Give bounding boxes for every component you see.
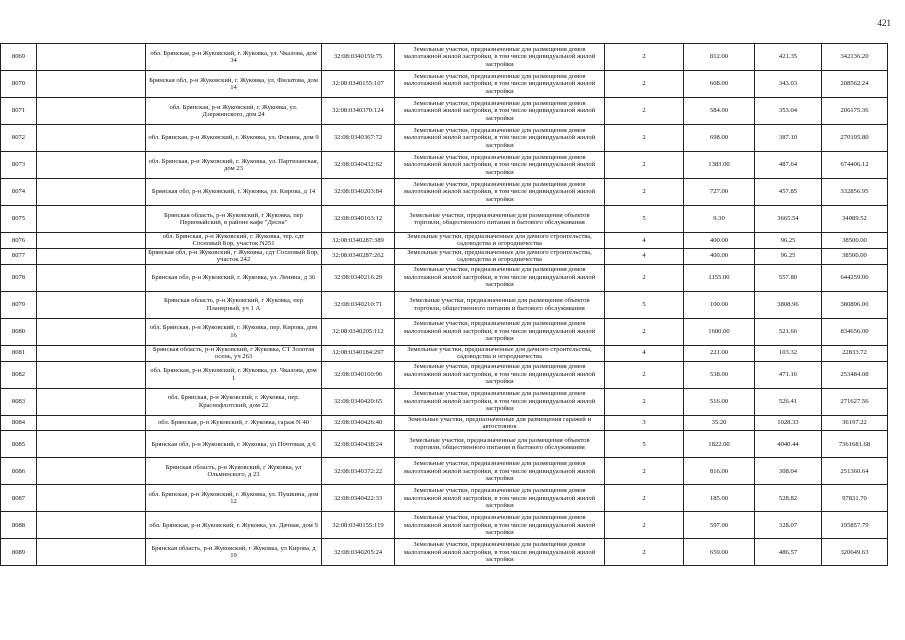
address-cell: Брянская обл, р-н Жуковский, г. Жуковка, ул. Кирова, д 14 (146, 179, 322, 206)
table-row (1, 458, 888, 485)
row-number-cell: 8071 (1, 98, 37, 125)
table-row (1, 98, 888, 125)
table-row (1, 485, 888, 512)
spacer-cell (37, 179, 146, 206)
address-cell: Брянская обл, р-н Жуковский, г Жуковка, сдт Сосновый Бор, участок 242 (146, 248, 322, 264)
land-use-cell: Земельные участки, предназначенные для размещения домов малоэтажной жилой застройки, в том числе индивидуальной жилой застройки (395, 361, 605, 388)
table-row (1, 233, 888, 249)
address-cell: обл. Брянская, р-н Жуковский, г. Жуковка, тер. сдт Сосновый Бор, участок N251 (146, 233, 322, 249)
group-cell: 3 (605, 415, 684, 431)
cadastral-value-cell: 208562.24 (822, 71, 888, 98)
spacer-cell (37, 388, 146, 415)
specific-value-cell: 471.16 (755, 361, 822, 388)
address-cell: Брянская область, р-н Жуковский, г Жуковка, ул Кирова, д 19 (146, 539, 322, 566)
spacer-cell (37, 512, 146, 539)
cadastral-number-cell: 32:08:0340420:65 (322, 388, 395, 415)
row-number-cell: 8078 (1, 264, 37, 291)
table-row (1, 248, 888, 264)
row-number-cell: 8086 (1, 458, 37, 485)
land-use-cell: Земельные участки, предназначенные для размещения домов малоэтажной жилой застройки, в том числе индивидуальной жилой застройки (395, 485, 605, 512)
area-cell: 597.00 (684, 512, 755, 539)
page-number: 421 (877, 18, 891, 28)
spacer-cell (37, 458, 146, 485)
cadastral-number-cell: 32:08:0340426:40 (322, 415, 395, 431)
spacer-cell (37, 264, 146, 291)
group-cell: 5 (605, 431, 684, 458)
table-row (1, 264, 888, 291)
spacer-cell (37, 291, 146, 318)
row-number-cell: 8083 (1, 388, 37, 415)
area-cell: 727.00 (684, 179, 755, 206)
address-cell: обл. Брянская, р-н Жуковский, г. Жуковка, ул. Дзержинского, дом 24 (146, 98, 322, 125)
area-cell: 185.00 (684, 485, 755, 512)
cadastral-number-cell: 32:08:0340203:84 (322, 179, 395, 206)
row-number-cell: 8075 (1, 206, 37, 233)
cadastral-value-cell: 38500.00 (822, 248, 888, 264)
area-cell: 812.00 (684, 44, 755, 71)
cadastral-value-cell: 206175.36 (822, 98, 888, 125)
row-number-cell: 8074 (1, 179, 37, 206)
group-cell: 2 (605, 179, 684, 206)
address-cell: обл. Брянская, р-н Жуковский, г. Жуковка, ул. Пушкина, дом 12 (146, 485, 322, 512)
land-use-cell: Земельные участки, предназначенные для размещения объектов торговли, общественного питания и бытового обслуживания (395, 291, 605, 318)
land-use-cell: Земельные участки, предназначенные для размещения домов малоэтажной жилой застройки, в том числе индивидуальной жилой застройки (395, 388, 605, 415)
row-number-cell: 8088 (1, 512, 37, 539)
cadastral-value-cell: 270195.80 (822, 125, 888, 152)
row-number-cell: 8080 (1, 318, 37, 345)
cadastral-value-cell: 36197.22 (822, 415, 888, 431)
table-row (1, 206, 888, 233)
row-number-cell: 8069 (1, 44, 37, 71)
area-cell: 400.00 (684, 248, 755, 264)
cadastral-number-cell: 32:08:0340432:62 (322, 152, 395, 179)
group-cell: 2 (605, 264, 684, 291)
area-cell: 9.30 (684, 206, 755, 233)
address-cell: Брянская обл, р-н Жуковский, г. Жуковка, ул Почтовая, д 6 (146, 431, 322, 458)
table-row (1, 388, 888, 415)
row-number-cell: 8081 (1, 345, 37, 361)
area-cell: 538.00 (684, 361, 755, 388)
area-cell: 221.00 (684, 345, 755, 361)
table-row (1, 152, 888, 179)
land-use-cell: Земельные участки, предназначенные для размещения домов малоэтажной жилой застройки, в том числе индивидуальной жилой застройки (395, 98, 605, 125)
cadastral-value-cell: 332856.95 (822, 179, 888, 206)
area-cell: 100.00 (684, 291, 755, 318)
specific-value-cell: 3665.54 (755, 206, 822, 233)
cadastral-number-cell: 32:08:0340155:119 (322, 512, 395, 539)
land-use-cell: Земельные участки, предназначенные для размещения объектов торговли, общественного питания и бытового обслуживания (395, 206, 605, 233)
group-cell: 2 (605, 361, 684, 388)
address-cell: Брянская область, р-н Жуковский, г Жуковка, ул Ольминского, д 23 (146, 458, 322, 485)
spacer-cell (37, 152, 146, 179)
group-cell: 2 (605, 152, 684, 179)
group-cell: 2 (605, 388, 684, 415)
land-use-cell: Земельные участки, предназначенные для размещения домов малоэтажной жилой застройки, в том числе индивидуальной жилой застройки (395, 125, 605, 152)
specific-value-cell: 1028.33 (755, 415, 822, 431)
cadastral-value-cell: 342136.20 (822, 44, 888, 71)
address-cell: обл. Брянская, р-н Жуковский, г. Жуковка, ул. Партизанская, дом 23 (146, 152, 322, 179)
address-cell: обл. Брянская, р-н Жуковский, г. Жуковка, ул. Чкалова, дом 1 (146, 361, 322, 388)
address-cell: обл. Брянская, р-н Жуковский, г. Жуковка, пер. Кирова, дом 16 (146, 318, 322, 345)
land-use-cell: Земельные участки, предназначенные для размещения гаражей и автостоянок (395, 415, 605, 431)
cadastral-value-cell: 380896.00 (822, 291, 888, 318)
table-row (1, 539, 888, 566)
address-cell: обл. Брянская, р-н Жуковский, г. Жуковка, ул. Фокина, дом 9 (146, 125, 322, 152)
spacer-cell (37, 539, 146, 566)
specific-value-cell: 343.03 (755, 71, 822, 98)
row-number-cell: 8085 (1, 431, 37, 458)
spacer-cell (37, 44, 146, 71)
cadastral-number-cell: 32:08:0340205:24 (322, 539, 395, 566)
area-cell: 698.00 (684, 125, 755, 152)
cadastral-value-cell: 674406.12 (822, 152, 888, 179)
spacer-cell (37, 485, 146, 512)
cadastral-number-cell: 32:08:0340159:75 (322, 44, 395, 71)
specific-value-cell: 3808.96 (755, 291, 822, 318)
cadastral-number-cell: 32:08:0340287:389 (322, 233, 395, 249)
cadastral-number-cell: 32:08:0340422:33 (322, 485, 395, 512)
land-use-cell: Земельные участки, предназначенные для размещения домов малоэтажной жилой застройки, в том числе индивидуальной жилой застройки (395, 44, 605, 71)
area-cell: 1600.00 (684, 318, 755, 345)
table-row (1, 125, 888, 152)
spacer-cell (37, 361, 146, 388)
cadastral-number-cell: 32:08:0340155:107 (322, 71, 395, 98)
area-cell: 400.00 (684, 233, 755, 249)
row-number-cell: 8087 (1, 485, 37, 512)
table-row (1, 318, 888, 345)
specific-value-cell: 486.57 (755, 539, 822, 566)
land-use-cell: Земельные участки, предназначенные для размещения домов малоэтажной жилой застройки, в том числе индивидуальной жилой застройки (395, 539, 605, 566)
cadastral-number-cell: 32:08:0340205:112 (322, 318, 395, 345)
land-use-cell: Земельные участки, предназначенные для размещения домов малоэтажной жилой застройки, в том числе индивидуальной жилой застройки (395, 152, 605, 179)
area-cell: 516.00 (684, 388, 755, 415)
specific-value-cell: 487.64 (755, 152, 822, 179)
cadastral-value-cell: 34089.52 (822, 206, 888, 233)
specific-value-cell: 457.85 (755, 179, 822, 206)
table-row (1, 179, 888, 206)
spacer-cell (37, 415, 146, 431)
group-cell: 5 (605, 206, 684, 233)
table-row (1, 361, 888, 388)
specific-value-cell: 4040.44 (755, 431, 822, 458)
specific-value-cell: 308.04 (755, 458, 822, 485)
row-number-cell: 8070 (1, 71, 37, 98)
land-use-cell: Земельные участки, предназначенные для размещения домов малоэтажной жилой застройки, в том числе индивидуальной жилой застройки (395, 179, 605, 206)
cadastral-number-cell: 32:08:0340438:24 (322, 431, 395, 458)
land-use-cell: Земельные участки, предназначенные для размещения домов малоэтажной жилой застройки, в том числе индивидуальной жилой застройки (395, 512, 605, 539)
table-row (1, 44, 888, 71)
specific-value-cell: 96.25 (755, 233, 822, 249)
table-row (1, 512, 888, 539)
area-cell: 1383.00 (684, 152, 755, 179)
group-cell: 2 (605, 485, 684, 512)
cadastral-number-cell: 32:08:0340184:297 (322, 345, 395, 361)
address-cell: обл. Брянская, р-н Жуковский, г. Жуковка, ул. Чкалова, дом 34 (146, 44, 322, 71)
group-cell: 2 (605, 539, 684, 566)
address-cell: Брянская область, р-н Жуковский, г Жуковка, СТ Золотая осень, уч 263 (146, 345, 322, 361)
cadastral-number-cell: 32:08:0340163:12 (322, 206, 395, 233)
cadastral-value-cell: 22833.72 (822, 345, 888, 361)
table-row (1, 345, 888, 361)
cadastral-value-cell: 195857.79 (822, 512, 888, 539)
address-cell: обл. Брянская, р-н Жуковский, г. Жуковка, гараж N 40 (146, 415, 322, 431)
specific-value-cell: 526.41 (755, 388, 822, 415)
land-use-cell: Земельные участки, предназначенные для размещения объектов торговли, общественного питания и бытового обслуживания (395, 431, 605, 458)
cadastral-value-cell: 251360.64 (822, 458, 888, 485)
table-row (1, 291, 888, 318)
cadastral-value-cell: 97831.70 (822, 485, 888, 512)
cadastral-value-cell: 7361681.68 (822, 431, 888, 458)
address-cell: обл. Брянская, р-н Жуковский, г. Жуковка, пер. Краснофлотский, дом 22 (146, 388, 322, 415)
area-cell: 608.00 (684, 71, 755, 98)
group-cell: 2 (605, 318, 684, 345)
land-use-cell: Земельные участки, предназначенные для дачного строительства, садоводства и огородничества (395, 233, 605, 249)
table-row (1, 415, 888, 431)
cadastral-number-cell: 32:08:0340210:71 (322, 291, 395, 318)
cadastral-number-cell: 32:08:0340216:29 (322, 264, 395, 291)
cadastral-number-cell: 32:08:0340287:262 (322, 248, 395, 264)
spacer-cell (37, 248, 146, 264)
group-cell: 2 (605, 458, 684, 485)
spacer-cell (37, 233, 146, 249)
row-number-cell: 8079 (1, 291, 37, 318)
area-cell: 1155.00 (684, 264, 755, 291)
row-number-cell: 8076 (1, 233, 37, 249)
specific-value-cell: 328.07 (755, 512, 822, 539)
area-cell: 659.00 (684, 539, 755, 566)
spacer-cell (37, 98, 146, 125)
cadastral-number-cell: 32:08:0340160:96 (322, 361, 395, 388)
cadastral-value-cell: 38500.00 (822, 233, 888, 249)
cadastral-value-cell: 320649.63 (822, 539, 888, 566)
area-cell: 35.20 (684, 415, 755, 431)
spacer-cell (37, 206, 146, 233)
cadastral-number-cell: 32:08:0340372:22 (322, 458, 395, 485)
area-cell: 584.00 (684, 98, 755, 125)
cadastral-number-cell: 32:08:0340367:72 (322, 125, 395, 152)
cadastral-value-cell: 253484.08 (822, 361, 888, 388)
group-cell: 4 (605, 233, 684, 249)
spacer-cell (37, 345, 146, 361)
land-use-cell: Земельные участки, предназначенные для размещения домов малоэтажной жилой застройки, в том числе индивидуальной жилой застройки (395, 264, 605, 291)
spacer-cell (37, 125, 146, 152)
specific-value-cell: 353.04 (755, 98, 822, 125)
cadastral-value-cell: 644259.00 (822, 264, 888, 291)
group-cell: 2 (605, 98, 684, 125)
group-cell: 4 (605, 248, 684, 264)
address-cell: Брянская область, р-н Жуковский, г Жуковка, пер Первомайский, в районе кафе "Десна" (146, 206, 322, 233)
specific-value-cell: 96.25 (755, 248, 822, 264)
group-cell: 2 (605, 512, 684, 539)
address-cell: обл. Брянская, р-н Жуковский, г. Жуковка, ул. Дачная, дом 9 (146, 512, 322, 539)
row-number-cell: 8089 (1, 539, 37, 566)
row-number-cell: 8084 (1, 415, 37, 431)
land-use-cell: Земельные участки, предназначенные для размещения домов малоэтажной жилой застройки, в том числе индивидуальной жилой застройки (395, 458, 605, 485)
table-row (1, 71, 888, 98)
land-use-cell: Земельные участки, предназначенные для размещения домов малоэтажной жилой застройки, в том числе индивидуальной жилой застройки (395, 71, 605, 98)
area-cell: 1822.00 (684, 431, 755, 458)
land-use-cell: Земельные участки, предназначенные для размещения домов малоэтажной жилой застройки, в том числе индивидуальной жилой застройки (395, 318, 605, 345)
group-cell: 5 (605, 291, 684, 318)
spacer-cell (37, 318, 146, 345)
address-cell: Брянская область, р-н Жуковский, г Жуковка, пер Планерный, уч 1 А (146, 291, 322, 318)
row-number-cell: 8073 (1, 152, 37, 179)
land-use-cell: Земельные участки, предназначенные для дачного строительства, садоводства и огородничества (395, 248, 605, 264)
specific-value-cell: 421.35 (755, 44, 822, 71)
cadastral-value-cell: 271627.56 (822, 388, 888, 415)
group-cell: 2 (605, 71, 684, 98)
row-number-cell: 8082 (1, 361, 37, 388)
group-cell: 2 (605, 125, 684, 152)
group-cell: 2 (605, 44, 684, 71)
row-number-cell: 8072 (1, 125, 37, 152)
group-cell: 4 (605, 345, 684, 361)
specific-value-cell: 528.82 (755, 485, 822, 512)
land-use-cell: Земельные участки, предназначенные для дачного строительства, садоводства и огородничества (395, 345, 605, 361)
area-cell: 816.00 (684, 458, 755, 485)
table-row (1, 431, 888, 458)
address-cell: Брянская обл, р-н Жуковский, г. Жуковка, ул. Ленина, д 36 (146, 264, 322, 291)
cadastral-value-cell: 834656.00 (822, 318, 888, 345)
address-cell: Брянская обл, р-н Жуковский, г. Жуковка, ул. Филатова, дом 14 (146, 71, 322, 98)
spacer-cell (37, 71, 146, 98)
specific-value-cell: 557.80 (755, 264, 822, 291)
row-number-cell: 8077 (1, 248, 37, 264)
specific-value-cell: 521.66 (755, 318, 822, 345)
specific-value-cell: 103.32 (755, 345, 822, 361)
spacer-cell (37, 431, 146, 458)
cadastral-number-cell: 32:08:0340370:124 (322, 98, 395, 125)
specific-value-cell: 387.10 (755, 125, 822, 152)
cadastral-value-table (0, 43, 888, 566)
